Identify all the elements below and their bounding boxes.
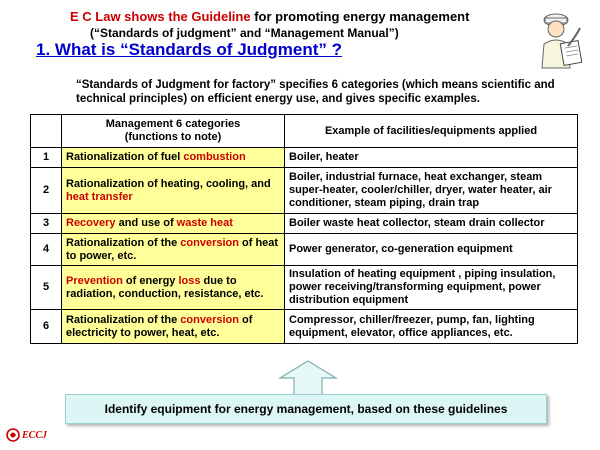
header-guideline-red: E C Law shows the Guideline xyxy=(70,9,251,24)
category-text: Rationalization of fuel xyxy=(66,151,184,163)
category-text: Rationalization of the xyxy=(66,313,181,326)
row-category xyxy=(62,266,285,310)
row-equipment: Boiler, heater xyxy=(285,148,578,168)
table-header-row xyxy=(31,115,578,148)
guideline-callout xyxy=(65,394,547,424)
row-equipment: Compressor, chiller/freezer, pump, fan, lighting equipment, elevator, office appliances, etc. xyxy=(285,310,578,344)
category-text: of energy xyxy=(122,274,179,287)
category-text: due to radiation, conduction, resistance, etc. xyxy=(66,274,264,300)
intro-paragraph: “Standards of Judgment for factory” specifies 6 categories (which means scientific and technical principles) on efficient energy use, and gives specific examples. xyxy=(76,79,555,105)
row-equipment: Power generator, co-generation equipment xyxy=(285,234,578,266)
eccj-logo-icon xyxy=(6,428,20,442)
up-arrow-icon xyxy=(278,360,338,396)
category-keyword: waste heat xyxy=(176,217,233,229)
category-text: of electricity to power, heat, etc. xyxy=(66,313,253,339)
category-text: Rationalization of the xyxy=(66,236,181,249)
row-equipment: Boiler waste heat collector, steam drain collector xyxy=(285,214,578,234)
table-row xyxy=(31,266,578,310)
guideline-callout-text: Identify equipment for energy management, based on these guidelines xyxy=(104,402,508,416)
header-categories-cell xyxy=(62,115,285,148)
page-title: 1. What is “Standards of Judgment” ? xyxy=(36,40,343,59)
category-keyword: combustion xyxy=(183,151,246,163)
presenter-figure-icon xyxy=(532,6,588,70)
row-category xyxy=(62,234,285,266)
category-keyword: conversion xyxy=(180,236,239,249)
category-keyword: Prevention xyxy=(66,274,123,287)
category-keyword: Recovery xyxy=(66,217,116,229)
row-category xyxy=(62,148,285,168)
category-keyword: conversion xyxy=(180,313,239,326)
row-number: 6 xyxy=(31,310,62,344)
row-category xyxy=(62,168,285,214)
category-text: and use of xyxy=(115,217,177,229)
header-subtitle: (“Standards of judgment” and “Management Manual”) xyxy=(90,26,399,40)
standards-table xyxy=(30,114,578,344)
category-text: Rationalization of heating, cooling, and xyxy=(66,177,271,190)
table-row xyxy=(31,234,578,266)
row-number: 1 xyxy=(31,148,62,168)
table-row xyxy=(31,214,578,234)
header-categories-line1: Management 6 categories xyxy=(105,118,241,130)
table-row xyxy=(31,168,578,214)
row-number: 5 xyxy=(31,266,62,310)
table-row xyxy=(31,148,578,168)
eccj-logo-text: ECCJ xyxy=(22,429,48,441)
row-category xyxy=(62,214,285,234)
header-num-cell xyxy=(31,115,62,148)
category-text: of heat to power, etc. xyxy=(66,236,279,262)
table-row xyxy=(31,310,578,344)
row-number: 4 xyxy=(31,234,62,266)
eccj-logo xyxy=(6,425,66,445)
row-equipment: Boiler, industrial furnace, heat exchanger, steam super-heater, cooler/chiller, dryer, water heater, air conditioner, steam piping, drain trap xyxy=(285,168,578,214)
category-keyword: heat transfer xyxy=(66,190,133,203)
header-guideline-rest: for promoting energy management xyxy=(250,9,470,24)
header-equipment-cell: Example of facilities/equipments applied xyxy=(285,115,578,148)
row-number: 2 xyxy=(31,168,62,214)
row-number: 3 xyxy=(31,214,62,234)
row-equipment: Insulation of heating equipment , piping insulation, power receiving/transforming equipment, power distribution equipment xyxy=(285,266,578,310)
row-category xyxy=(62,310,285,344)
header-guideline-line xyxy=(70,9,469,24)
header-categories-line2: (functions to note) xyxy=(124,131,222,143)
category-keyword: loss xyxy=(178,274,201,287)
